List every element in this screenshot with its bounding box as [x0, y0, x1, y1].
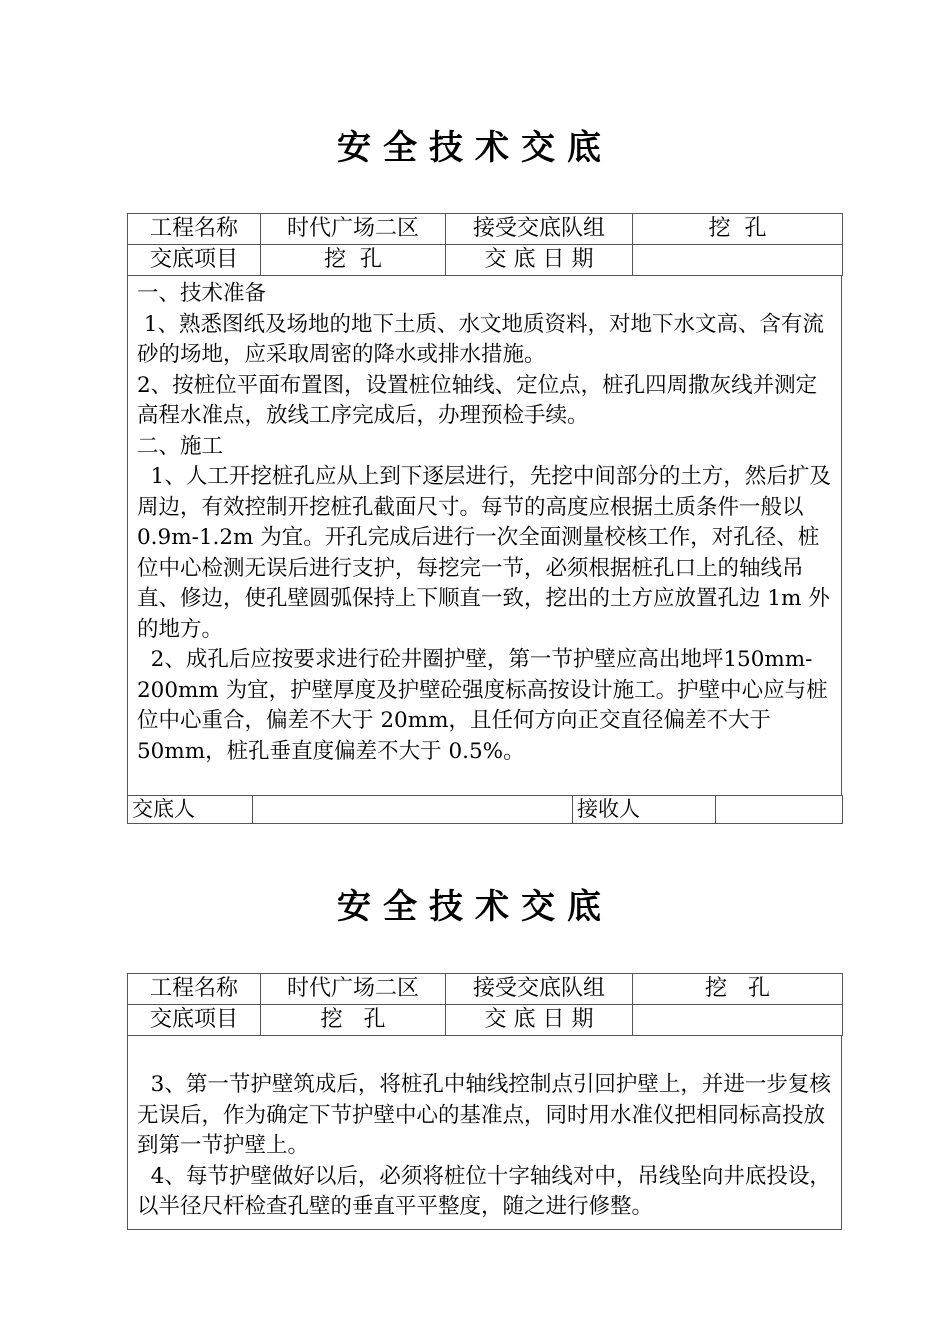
- paragraph: 4、每节护壁做好以后，必须将桩位十字轴线对中，吊线坠向井底投设，以半径尺杆检查孔壁的垂直平平整度，随之进行修整。: [137, 1163, 831, 1219]
- giver-value: [253, 796, 573, 824]
- project-label: 工程名称: [128, 974, 261, 1005]
- doc1-content: [127, 275, 842, 796]
- doc1-header-table: [127, 213, 843, 276]
- date-label: 交 底 日 期: [446, 1005, 633, 1036]
- paragraph: 1、人工开挖桩孔应从上到下逐层进行，先挖中间部分的土方，然后扩及周边，有效控制开挖桩孔截面尺寸。每节的高度应根据土质条件一般以 0.9m-1.2m 为宜。开孔完成后进行一次全面测量校核工作，对孔径、桩位中心检测无误后进行支护，每挖完一节，必须根据桩孔口上的轴线吊直、修边，使孔壁圆弧保持上下顺直一致，挖出的土方应放置孔边 1m 外的地方。: [137, 464, 831, 642]
- receiver-label: 接收人: [573, 796, 716, 824]
- section-heading: 一、技术准备: [137, 281, 267, 306]
- giver-label: 交底人: [128, 796, 253, 824]
- project-label: 工程名称: [128, 214, 261, 245]
- project-value: 时代广场二区: [261, 214, 446, 245]
- item-value: 挖 孔: [261, 245, 446, 276]
- date-value: [633, 1005, 843, 1036]
- receiver-value: [716, 796, 843, 824]
- doc1-signature-table: [127, 795, 843, 824]
- team-value: 挖 孔: [633, 974, 843, 1005]
- doc2-title: 安全技术交底: [337, 887, 613, 927]
- date-value: [633, 245, 843, 276]
- doc1-title: 安全技术交底: [337, 128, 613, 168]
- team-value: 挖 孔: [633, 214, 843, 245]
- paragraph: 2、成孔后应按要求进行砼井圈护壁，第一节护壁应高出地坪150mm-200mm 为宜，护壁厚度及护壁砼强度标高按设计施工。护壁中心应与桩位中心重合，偏差不大于 20mm，且任何方向正交直径偏差不大于 50mm，桩孔垂直度偏差不大于 0.5%。: [137, 647, 828, 764]
- team-label: 接受交底队组: [446, 974, 633, 1005]
- project-value: 时代广场二区: [261, 974, 446, 1005]
- team-label: 接受交底队组: [446, 214, 633, 245]
- doc2-content: [127, 1035, 842, 1230]
- paragraph: 1、熟悉图纸及场地的地下土质、水文地质资料，对地下水文高、含有流砂的场地，应采取周密的降水或排水措施。: [137, 311, 825, 367]
- section-heading: 二、施工: [137, 433, 224, 459]
- item-value: 挖 孔: [261, 1005, 446, 1036]
- paragraph: 3、第一节护壁筑成后，将桩孔中轴线控制点引回护壁上，并进一步复核无误后，作为确定下节护壁中心的基准点，同时用水准仪把相同标高投放到第一节护壁上。: [137, 1072, 831, 1158]
- item-label: 交底项目: [128, 245, 261, 276]
- paragraph: 2、按桩位平面布置图，设置桩位轴线、定位点，桩孔四周撒灰线并测定高程水准点，放线工序完成后，办理预检手续。: [137, 372, 818, 428]
- item-label: 交底项目: [128, 1005, 261, 1036]
- doc2-header-table: [127, 973, 843, 1036]
- date-label: 交 底 日 期: [446, 245, 633, 276]
